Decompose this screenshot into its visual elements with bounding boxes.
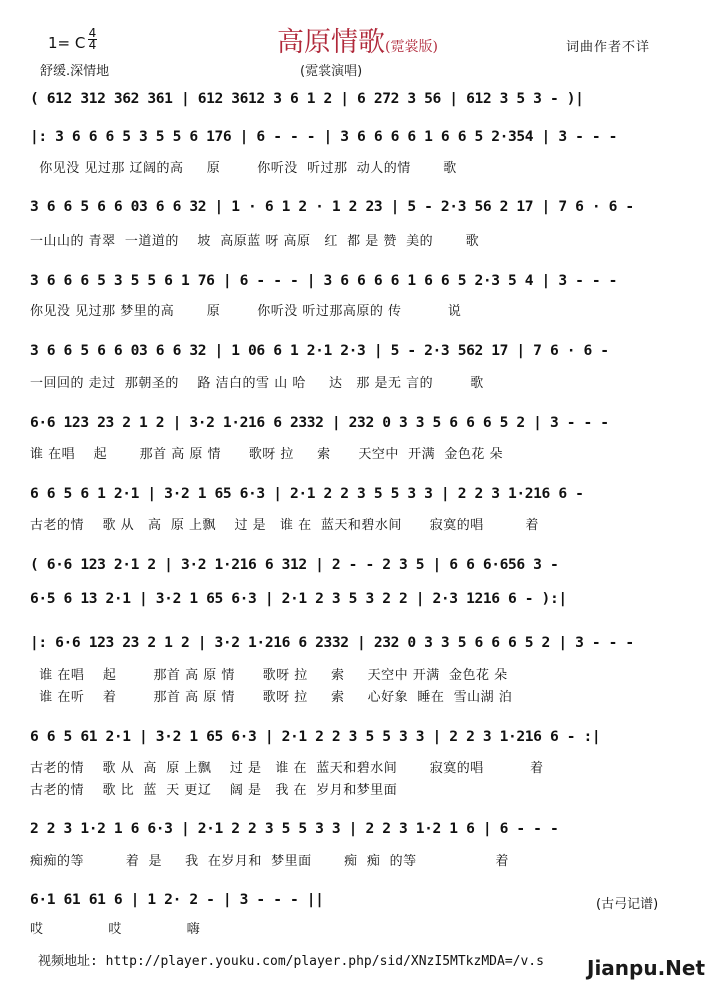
video-link[interactable]: 视频地址: http://player.youku.com/player.php/sid/XNzI5MTkzMDA=/v.s [38, 954, 544, 969]
lyric-line: 你见没 见过那 梦里的高 原 你听没 听过那高原的 传 说 [30, 304, 462, 319]
transcriber-credit: (古弓记谱) [596, 897, 659, 912]
lyric-line: 一山山的 青翠 一道道的 坡 高原蓝 呀 高原 红 都 是 赞 美的 歌 [30, 234, 480, 249]
lyric-line: 古老的情 歌 比 蓝 天 更辽 阔 是 我 在 岁月和梦里面 [30, 783, 398, 798]
lyric-line: 谁 在唱 起 那首 高 原 情 歌呀 拉 索 天空中 开满 金色花 朵 [30, 668, 508, 683]
notation-line: 6 6 5 61 2·1 | 3·2 1 65 6·3 | 2·1 2 2 3 5 5 3 3 | 2 2 3 1·216 6 - :| [30, 728, 601, 745]
notation-line: ( 612 312 362 361 | 612 3612 3 6 1 2 | 6 272 3 56 | 612 3 5 3 - )| [30, 90, 584, 107]
notation-line: |: 6·6 123 23 2 1 2 | 3·2 1·216 6 2332 | 232 0 3 3 5 6 6 6 5 2 | 3 - - - [30, 634, 634, 651]
title-text: 高原情歌 [277, 27, 386, 58]
lyric-line: 哎 哎 嗨 [30, 922, 201, 937]
lyric-line: 痴痴的等 着 是 我 在岁月和 梦里面 痴 痴 的等 着 [30, 854, 509, 869]
notation-line: 3 6 6 5 6 6 03 6 6 32 | 1 · 6 1 2 · 1 2 23 | 5 - 2·3 56 2 17 | 7 6 · 6 - [30, 198, 634, 215]
time-signature [88, 28, 97, 51]
notation-line: 6 6 5 6 1 2·1 | 3·2 1 65 6·3 | 2·1 2 2 3 5 5 3 3 | 2 2 3 1·216 6 - [30, 485, 584, 502]
edition-label: (霓裳版) [385, 39, 438, 55]
notation-line: 2 2 3 1·2 1 6 6·3 | 2·1 2 2 3 5 5 3 3 | 2 2 3 1·2 1 6 | 6 - - - [30, 820, 559, 837]
key-signature: 1= C [48, 34, 86, 52]
time-bottom: 4 [88, 38, 97, 52]
lyric-line: 一回回的 走过 那朝圣的 路 洁白的雪 山 哈 达 那 是无 言的 歌 [30, 376, 484, 391]
time-top: 4 [88, 26, 97, 40]
notation-line: 6·6 123 23 2 1 2 | 3·2 1·216 6 2332 | 232 0 3 3 5 6 6 6 5 2 | 3 - - - [30, 414, 609, 431]
performer-label: (霓裳演唱) [300, 64, 363, 79]
notation-line: 3 6 6 5 6 6 03 6 6 32 | 1 06 6 1 2·1 2·3 | 5 - 2·3 562 17 | 7 6 · 6 - [30, 342, 609, 359]
lyric-line: 你见没 见过那 辽阔的高 原 你听没 听过那 动人的情 歌 [30, 161, 457, 176]
notation-line: 6·5 6 13 2·1 | 3·2 1 65 6·3 | 2·1 2 3 5 3 2 2 | 2·3 1216 6 - ):| [30, 590, 567, 607]
lyric-line: 古老的情 歌 从 高 原 上飘 过 是 谁 在 蓝天和碧水间 寂寞的唱 着 [30, 518, 539, 533]
credit-label: 词曲作者不详 [566, 40, 651, 55]
site-watermark: Jianpu.Net [587, 956, 706, 980]
notation-line: |: 3 6 6 6 5 3 5 5 6 176 | 6 - - - | 3 6 6 6 6 1 6 6 5 2·354 | 3 - - - [30, 128, 618, 145]
lyric-line: 古老的情 歌 从 高 原 上飘 过 是 谁 在 蓝天和碧水间 寂寞的唱 着 [30, 761, 544, 776]
lyric-line: 谁 在唱 起 那首 高 原 情 歌呀 拉 索 天空中 开满 金色花 朵 [30, 447, 504, 462]
notation-line: 3 6 6 6 5 3 5 5 6 1 76 | 6 - - - | 3 6 6 6 6 1 6 6 5 2·3 5 4 | 3 - - - [30, 272, 618, 289]
lyric-line: 谁 在听 着 那首 高 原 情 歌呀 拉 索 心好象 睡在 雪山湖 泊 [30, 690, 513, 705]
notation-line: ( 6·6 123 2·1 2 | 3·2 1·216 6 312 | 2 - - 2 3 5 | 6 6 6·656 3 - [30, 556, 559, 573]
notation-line: 6·1 61 61 6 | 1 2· 2 - | 3 - - - || [30, 891, 324, 908]
tempo-marking: 舒缓.深情地 [40, 64, 110, 79]
